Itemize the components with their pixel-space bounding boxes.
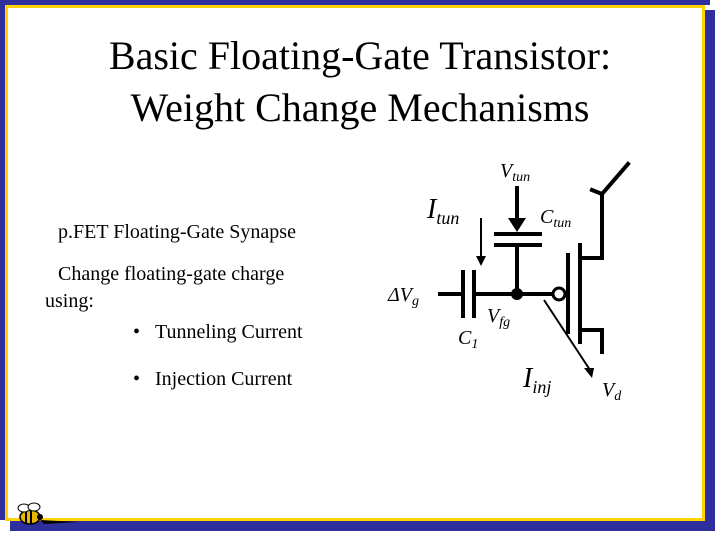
tunnel-current-arrowhead (476, 256, 486, 266)
label-delta-vg: $\Delta V_g$ (388, 284, 419, 309)
tunneling-arrow-head (508, 218, 526, 232)
label-v-d: $V_d$ (602, 379, 622, 404)
bullet-dot: • (133, 321, 141, 343)
source-supply-tick (592, 190, 602, 194)
label-v-tun: $V_{tun}$ (500, 160, 531, 185)
title-line-2: Weight Change Mechanisms (130, 85, 590, 130)
bullet-dot: • (133, 368, 141, 390)
title-line-1: Basic Floating-Gate Transistor: (108, 33, 612, 78)
label-c-tun: $C_{tun}$ (540, 206, 572, 231)
bullet-text: Injection Current (155, 368, 293, 390)
injection-current-arrowhead (584, 368, 594, 378)
label-i-inj: $I_{inj}$ (523, 363, 552, 397)
bullet-text: Tunneling Current (155, 321, 303, 343)
label-c1: $C_1$ (458, 327, 479, 352)
section-heading: p.FET Floating-Gate Synapse (58, 221, 296, 243)
floating-gate-node-dot (511, 288, 523, 300)
label-v-fg: $V_{fg}$ (487, 305, 511, 330)
source-supply-line (602, 164, 628, 194)
label-i-tun: $I_{tun}$ (427, 194, 460, 228)
pfet-gate-bubble (553, 288, 565, 300)
body-line-1: Change floating-gate charge (58, 263, 285, 285)
georgia-tech-bee-logo (10, 500, 82, 530)
body-line-2: using: (45, 290, 94, 312)
